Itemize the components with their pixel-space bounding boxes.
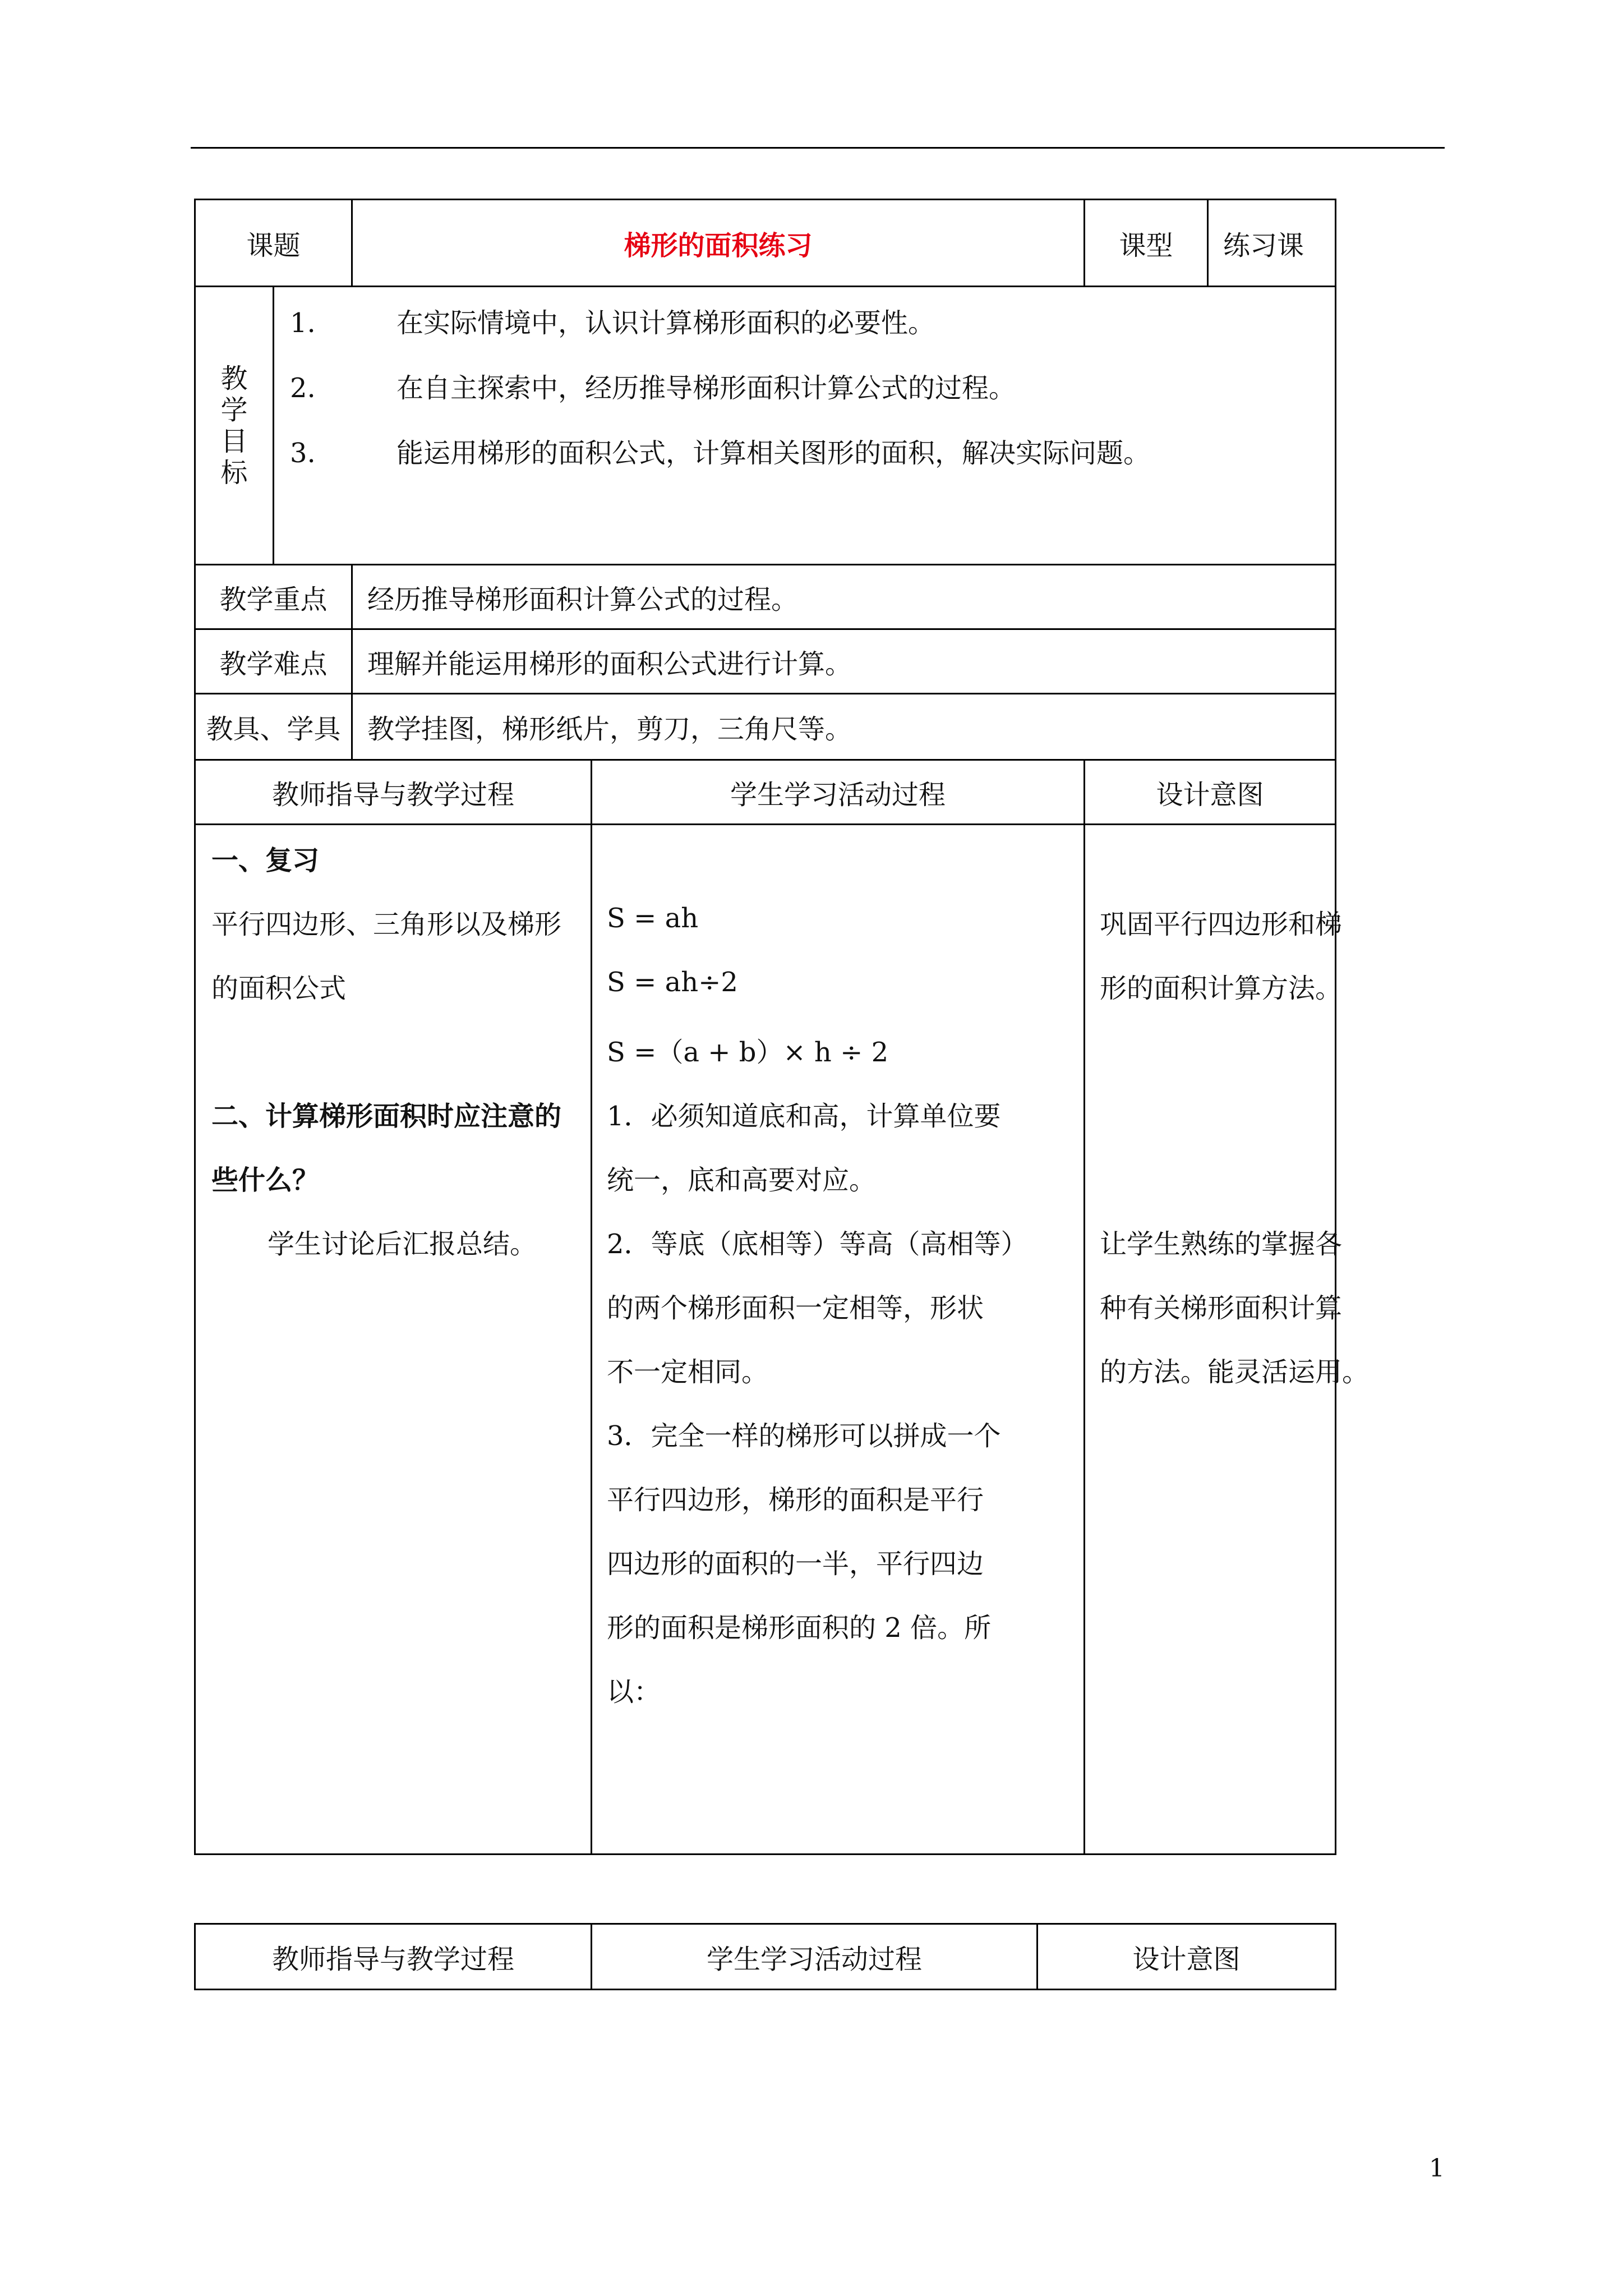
student-note-line: 2．等底（底相等）等高（高相等） bbox=[607, 1228, 1028, 1260]
student-note-line: 的两个梯形面积一定相等，形状 bbox=[607, 1292, 984, 1324]
objective-number: 2. bbox=[290, 372, 316, 404]
objective-text: 能运用梯形的面积公式，计算相关图形的面积，解决实际问题。 bbox=[396, 438, 1151, 469]
student-note-line: 3．完全一样的梯形可以拼成一个 bbox=[607, 1420, 1001, 1452]
objective-number: 1. bbox=[290, 307, 316, 339]
objective-item bbox=[290, 421, 1335, 486]
notes-heading: 些什么？ bbox=[211, 1165, 320, 1196]
formula-prompt-line: 平行四边形、三角形以及梯形 bbox=[211, 909, 562, 940]
discussion-text: 学生讨论后汇报总结。 bbox=[268, 1228, 537, 1260]
objective-number: 3. bbox=[290, 438, 316, 469]
intent-column-header: 设计意图 bbox=[1085, 760, 1336, 825]
continuation-table bbox=[194, 1923, 1336, 1990]
objective-item bbox=[290, 356, 1335, 421]
objective-text: 在自主探索中，经历推导梯形面积计算公式的过程。 bbox=[396, 372, 1016, 404]
process-body-row bbox=[195, 825, 1336, 1855]
student-note-line: 以： bbox=[607, 1676, 661, 1708]
tools-label: 教具、学具 bbox=[195, 694, 352, 760]
intent-line: 种有关梯形面积计算 bbox=[1100, 1292, 1343, 1324]
formula-trapezoid: S =（a + b）× h ÷ 2 bbox=[607, 1037, 889, 1068]
formula-prompt-line: 的面积公式 bbox=[211, 973, 347, 1004]
intent-line: 让学生熟练的掌握各 bbox=[1100, 1228, 1343, 1260]
objectives-label bbox=[195, 287, 274, 565]
objectives-row bbox=[195, 287, 1336, 565]
formula-parallelogram: S = ah bbox=[607, 903, 699, 934]
student-column-header-text: 学生学习活动过程 bbox=[730, 779, 946, 811]
student-column bbox=[592, 825, 1085, 1855]
formula-triangle: S = ah÷2 bbox=[607, 967, 738, 998]
process-header-row bbox=[195, 760, 1336, 825]
student-column-header bbox=[592, 760, 1085, 825]
objectives-label-char: 标 bbox=[220, 457, 248, 489]
lesson-title: 梯形的面积练习 bbox=[352, 200, 1085, 287]
student-note-line: 四边形的面积的一半，平行四边 bbox=[607, 1548, 984, 1580]
teacher-column bbox=[195, 825, 592, 1855]
intent-column bbox=[1085, 825, 1370, 1855]
header-rule bbox=[191, 147, 1445, 149]
teacher-column-header: 教师指导与教学过程 bbox=[195, 1924, 592, 1990]
subject-row bbox=[195, 200, 1336, 287]
type-value: 练习课 bbox=[1208, 200, 1336, 287]
objectives-label-char: 学 bbox=[220, 394, 248, 426]
intent-line: 形的面积计算方法。 bbox=[1100, 973, 1343, 1004]
student-note-line: 1．必须知道底和高，计算单位要 bbox=[607, 1101, 1001, 1132]
intent-line: 的方法。能灵活运用。 bbox=[1100, 1356, 1370, 1388]
tools-row bbox=[195, 694, 1336, 760]
review-heading: 一、复习 bbox=[211, 845, 320, 876]
key-point-row bbox=[195, 565, 1336, 629]
continuation-header-row bbox=[195, 1924, 1336, 1990]
page-number: 1 bbox=[1429, 2154, 1445, 2183]
objective-item bbox=[290, 291, 1335, 356]
objectives-list bbox=[274, 287, 1336, 565]
type-label: 课型 bbox=[1085, 200, 1208, 287]
intent-column-header: 设计意图 bbox=[1038, 1924, 1336, 1990]
key-point-value: 经历推导梯形面积计算公式的过程。 bbox=[352, 565, 1336, 629]
intent-line: 巩固平行四边形和梯 bbox=[1100, 909, 1343, 940]
difficulty-row bbox=[195, 629, 1336, 694]
objectives-label-char: 教 bbox=[220, 362, 248, 394]
difficulty-value: 理解并能运用梯形的面积公式进行计算。 bbox=[352, 629, 1336, 694]
difficulty-label: 教学难点 bbox=[195, 629, 352, 694]
student-column-header: 学生学习活动过程 bbox=[592, 1924, 1038, 1990]
key-point-label: 教学重点 bbox=[195, 565, 352, 629]
teacher-column-header: 教师指导与教学过程 bbox=[195, 760, 592, 825]
notes-heading: 二、计算梯形面积时应注意的 bbox=[211, 1101, 562, 1132]
objectives-label-char: 目 bbox=[220, 425, 248, 457]
student-note-line: 平行四边形，梯形的面积是平行 bbox=[607, 1484, 984, 1516]
student-note-line: 不一定相同。 bbox=[607, 1356, 769, 1388]
objective-text: 在实际情境中，认识计算梯形面积的必要性。 bbox=[396, 307, 935, 339]
student-note-line: 统一，底和高要对应。 bbox=[607, 1165, 877, 1196]
subject-label: 课题 bbox=[195, 200, 352, 287]
lesson-plan-table bbox=[194, 199, 1370, 1855]
tools-value: 教学挂图，梯形纸片，剪刀，三角尺等。 bbox=[352, 694, 1336, 760]
student-note-line: 形的面积是梯形面积的 2 倍。所 bbox=[607, 1612, 992, 1644]
